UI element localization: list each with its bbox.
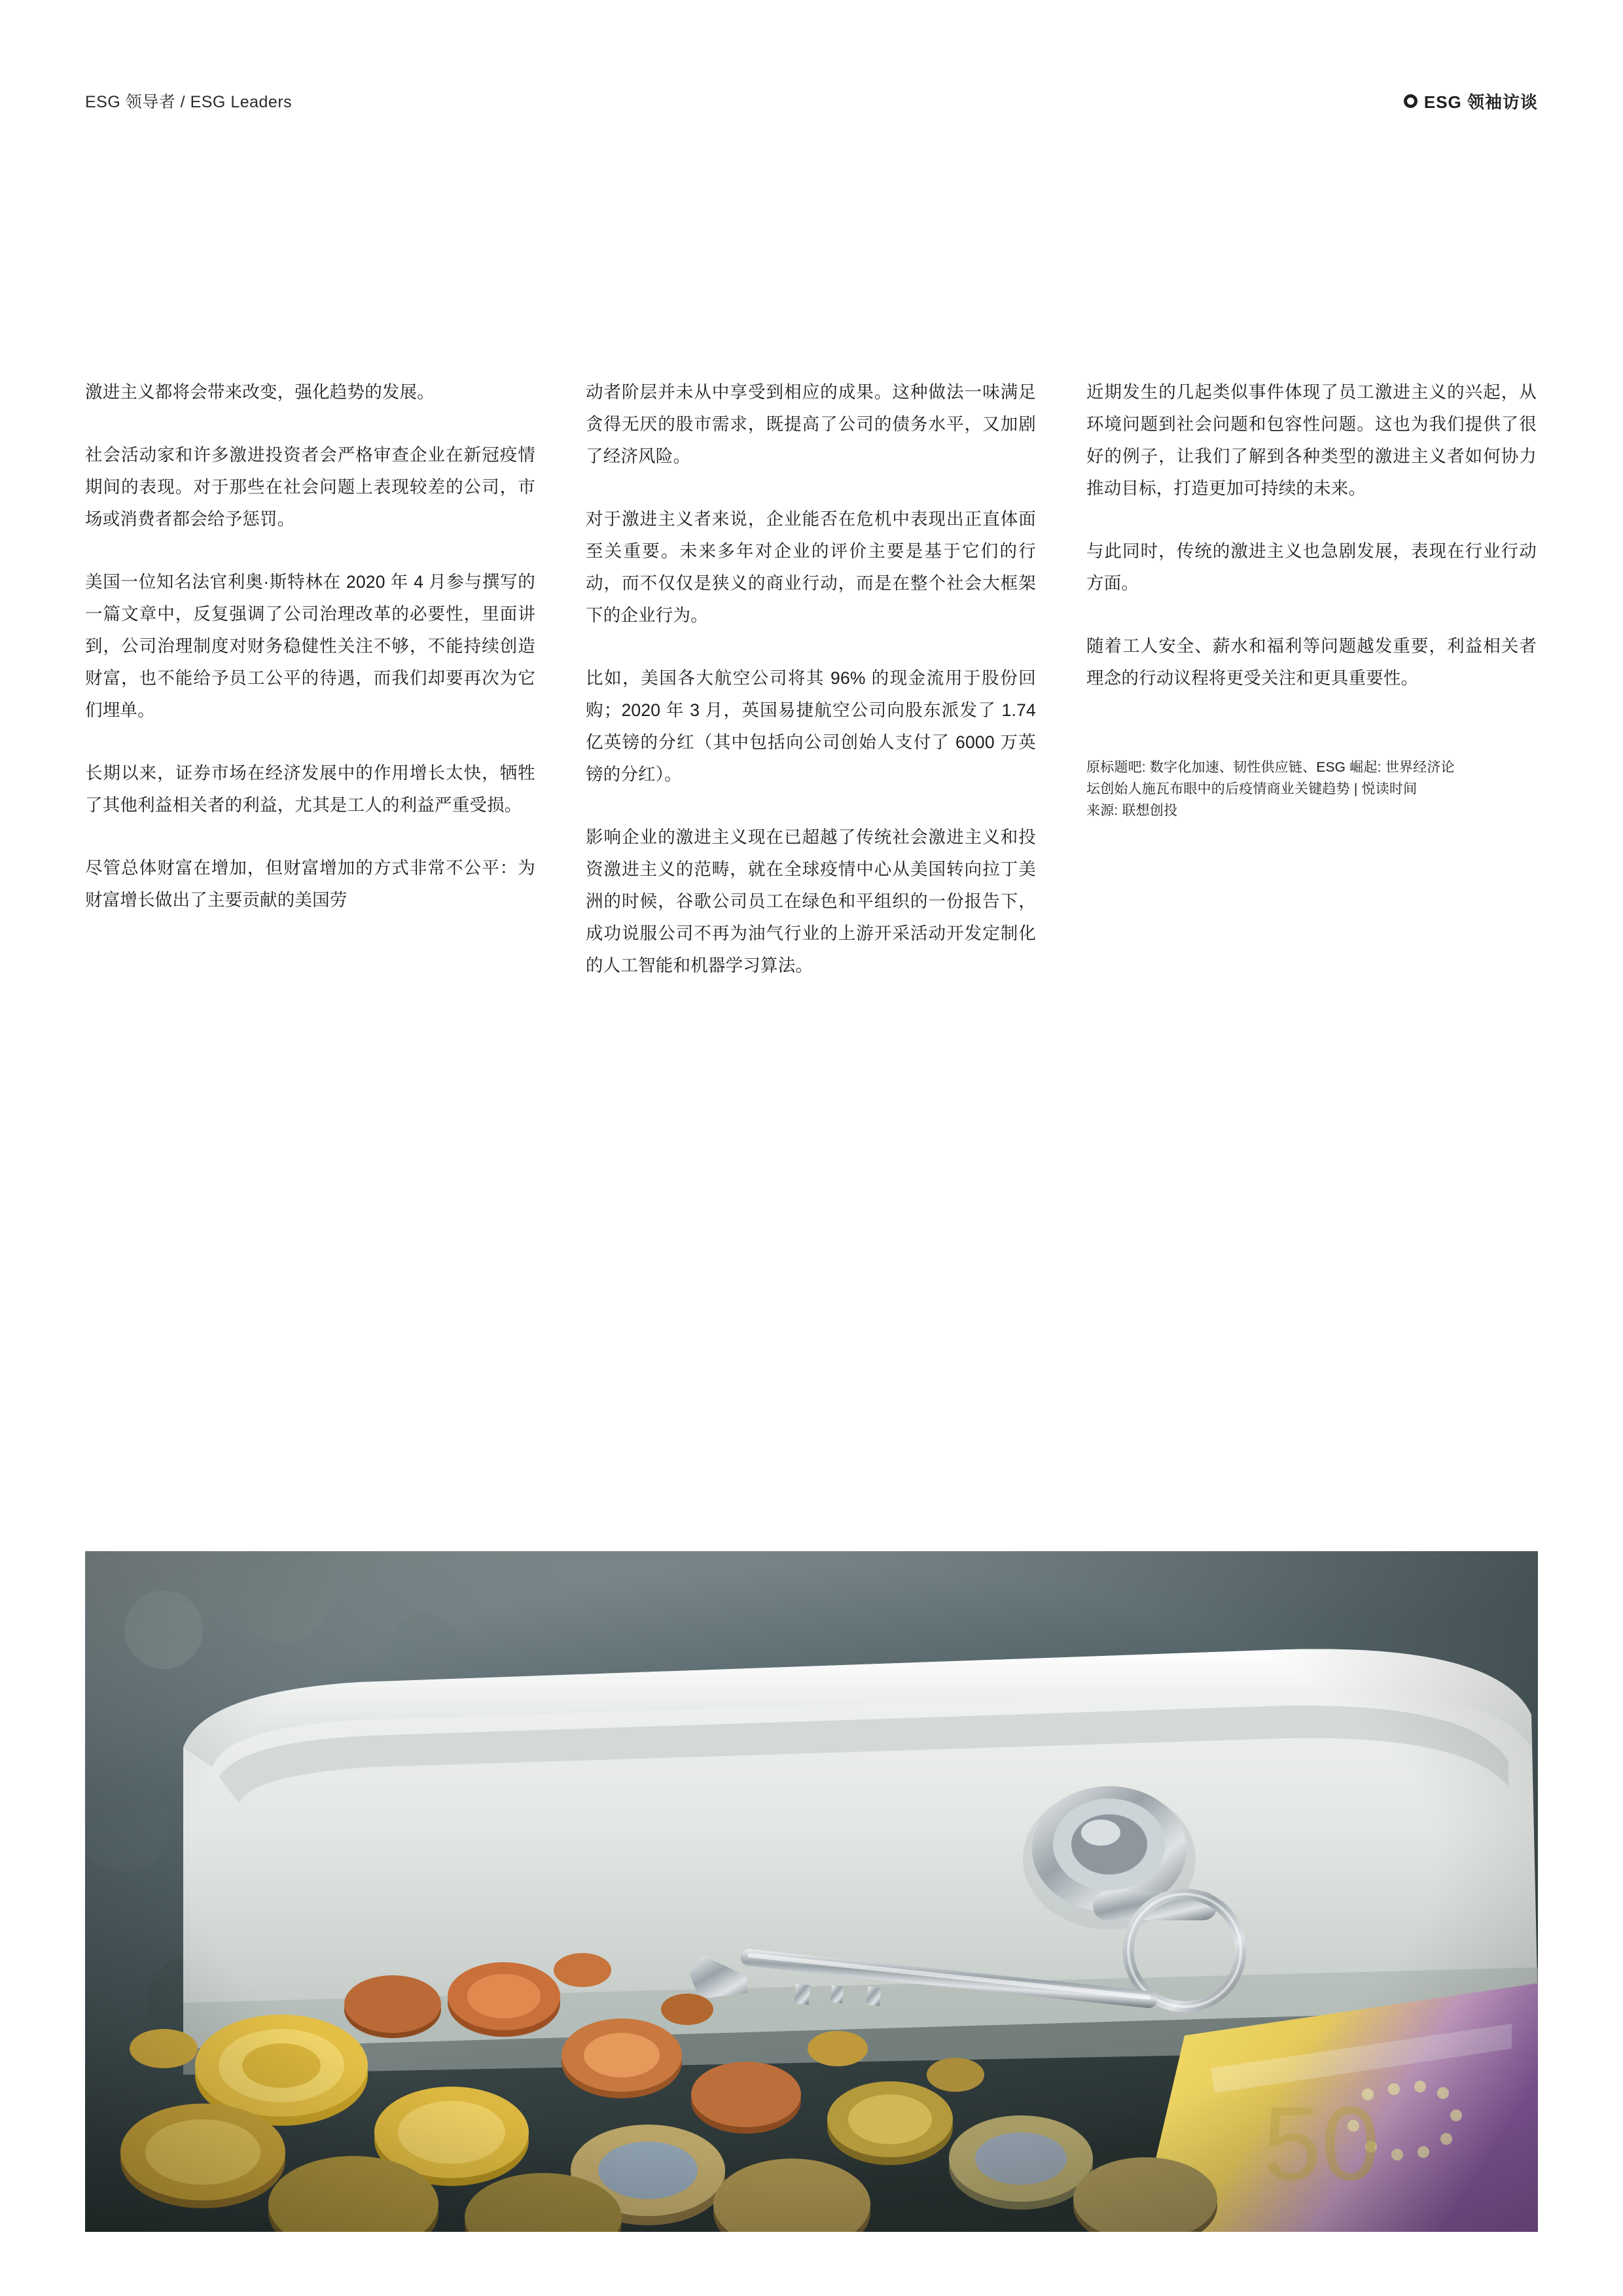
paragraph: 动者阶层并未从中享受到相应的成果。这种做法一味满足贪得无厌的股市需求，既提高了公司的债务水平，又加剧了经济风险。 [586,382,1036,466]
article-column-2 [586,376,1036,982]
article-column-1 [85,376,535,982]
article-columns [85,376,1538,982]
photo-illustration [85,1551,1538,2232]
source-note-line: 原标题吧: 数字化加速、韧性供应链、ESG 崛起: 世界经济论 [1086,760,1455,775]
header-brand-label: ESG 领袖访谈 [1423,92,1538,112]
paragraph: 比如，美国各大航空公司将其 96% 的现金流用于股份回购；2020 年 3 月，英国易捷航空公司向股东派发了 1.74 亿英镑的分红（其中包括向公司创始人支付了 6000 万英镑的分红）。 [586,668,1036,784]
paragraph: 随着工人安全、薪水和福利等问题越发重要，利益相关者理念的行动议程将更受关注和更具重要性。 [1086,636,1537,688]
paragraph: 近期发生的几起类似事件体现了员工激进主义的兴起，从环境问题到社会问题和包容性问题。这也为我们提供了很好的例子，让我们了解到各种类型的激进主义者如何协力推动目标，打造更加可持续的未来。 [1086,382,1537,498]
header-section-label: ESG 领导者 / ESG Leaders [85,93,293,111]
article-column-3 [1086,376,1537,982]
paragraph: 对于激进主义者来说，企业能否在危机中表现出正直体面至关重要。未来多年对企业的评价主要是基于它们的行动，而不仅仅是狭义的商业行动，而是在整个社会大框架下的企业行为。 [586,509,1036,625]
source-note-line: 坛创始人施瓦布眼中的后疫情商业关键趋势 | 悦读时间 [1086,781,1418,797]
header-brand [1404,89,1538,113]
article-photo [85,1551,1538,2232]
paragraph: 长期以来，证券市场在经济发展中的作用增长太快，牺牲了其他利益相关者的利益，尤其是工人的利益严重受损。 [85,763,535,815]
paragraph: 激进主义都将会带来改变，强化趋势的发展。 [85,382,435,402]
paragraph: 影响企业的激进主义现在已超越了传统社会激进主义和投资激进主义的范畴，就在全球疫情中心从美国转向拉丁美洲的时候，谷歌公司员工在绿色和平组织的一份报告下，成功说服公司不再为油气行业的上游开采活动开发定制化的人工智能和机器学习算法。 [586,827,1036,975]
paragraph: 与此同时，传统的激进主义也急剧发展，表现在行业行动方面。 [1086,541,1537,593]
source-note-line: 来源: 联想创投 [1086,803,1178,818]
source-note [1086,757,1537,821]
paragraph: 尽管总体财富在增加，但财富增加的方式非常不公平：为财富增长做出了主要贡献的美国劳 [85,858,535,910]
filled-circle-icon [1404,94,1418,108]
paragraph: 社会活动家和许多激进投资者会严格审查企业在新冠疫情期间的表现。对于那些在社会问题上表现较差的公司，市场或消费者都会给予惩罚。 [85,445,535,529]
page-header [85,89,1538,122]
paragraph: 美国一位知名法官利奥·斯特林在 2020 年 4 月参与撰写的一篇文章中，反复强调了公司治理改革的必要性，里面讲到，公司治理制度对财务稳健性关注不够，不能持续创造财富，也不能给予员工公平的待遇，而我们却要再次为它们埋单。 [85,572,535,720]
